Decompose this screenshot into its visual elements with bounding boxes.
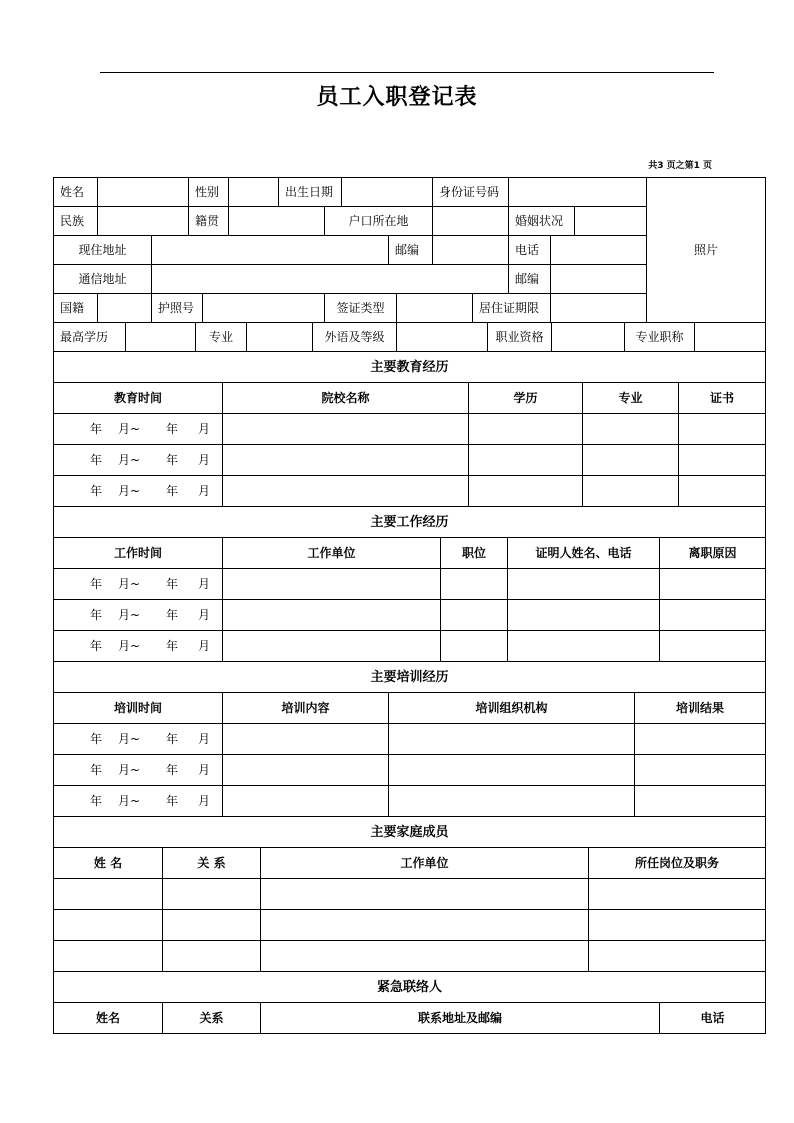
training-row-2-col-3[interactable] [634, 785, 766, 817]
date-part: 月~ [118, 763, 141, 777]
date-part: 年 [90, 639, 103, 653]
education-row-0-col-2[interactable] [468, 413, 583, 445]
input-hukou[interactable] [432, 206, 509, 236]
education-row-2-col-2[interactable] [468, 475, 583, 507]
label-language: 外语及等级 [312, 322, 397, 352]
label-birth-date: 出生日期 [278, 177, 342, 207]
training-row-1-col-3[interactable] [634, 754, 766, 786]
date-part: 月~ [118, 732, 141, 746]
input-language[interactable] [396, 322, 488, 352]
emergency-header-0: 姓名 [53, 1002, 163, 1034]
training-row-1-col-1[interactable] [222, 754, 389, 786]
input-nationality[interactable] [97, 293, 152, 323]
label-nationality: 国籍 [53, 293, 98, 323]
training-row-1-col-2[interactable] [388, 754, 635, 786]
date-part: 年 [166, 484, 179, 498]
family-row-2-col-3[interactable] [588, 940, 766, 972]
date-part: 月~ [118, 453, 141, 467]
label-passport: 护照号 [151, 293, 203, 323]
education-row-0-col-1[interactable] [222, 413, 469, 445]
label-gender: 性别 [188, 177, 229, 207]
label-phone: 电话 [508, 235, 551, 265]
label-native-place: 籍贯 [188, 206, 229, 236]
label-id-number: 身份证号码 [432, 177, 509, 207]
work-row-2-col-2[interactable] [440, 630, 508, 662]
input-mail-address[interactable] [151, 264, 509, 294]
work-row-2-col-3[interactable] [507, 630, 660, 662]
education-row-0-date[interactable] [53, 413, 223, 445]
label-mail-address: 通信地址 [53, 264, 152, 294]
form-title: 员工入职登记表 [316, 84, 478, 110]
family-header-1: 关 系 [162, 847, 261, 879]
education-row-1-col-1[interactable] [222, 444, 469, 476]
input-title-rank[interactable] [694, 322, 766, 352]
top-rule [100, 72, 714, 73]
label-postcode: 邮编 [388, 235, 433, 265]
family-row-2-col-2[interactable] [260, 940, 589, 972]
label-ethnicity: 民族 [53, 206, 98, 236]
family-heading: 主要家庭成员 [53, 816, 766, 848]
date-part: 月~ [118, 422, 141, 436]
date-part: 月 [198, 794, 211, 808]
page-info: 共3 页之第1 页 [648, 161, 712, 171]
date-part: 年 [166, 732, 179, 746]
family-row-1-col-1[interactable] [162, 909, 261, 941]
work-header-4: 离职原因 [659, 537, 766, 569]
input-residence-permit[interactable] [550, 293, 647, 323]
date-part: 年 [90, 608, 103, 622]
date-part: 年 [90, 577, 103, 591]
work-header-0: 工作时间 [53, 537, 223, 569]
education-row-1-date[interactable] [53, 444, 223, 476]
work-row-0-col-1[interactable] [222, 568, 441, 600]
date-part: 年 [90, 422, 103, 436]
work-row-1-col-3[interactable] [507, 599, 660, 631]
input-visa-type[interactable] [396, 293, 473, 323]
family-row-0-col-3[interactable] [588, 878, 766, 910]
label-title-rank: 专业职称 [624, 322, 695, 352]
work-header-3: 证明人姓名、电话 [507, 537, 660, 569]
date-part: 月 [198, 639, 211, 653]
date-part: 年 [90, 794, 103, 808]
family-header-0: 姓 名 [53, 847, 163, 879]
work-row-0-col-3[interactable] [507, 568, 660, 600]
date-part: 月 [198, 422, 211, 436]
photo-box[interactable]: 照片 [646, 177, 766, 323]
work-row-1-col-4[interactable] [659, 599, 766, 631]
label-name: 姓名 [53, 177, 98, 207]
family-row-0-col-2[interactable] [260, 878, 589, 910]
training-row-1-date[interactable] [53, 754, 223, 786]
label-residence-permit: 居住证期限 [472, 293, 551, 323]
training-header-1: 培训内容 [222, 692, 389, 724]
label-qualification: 职业资格 [487, 322, 552, 352]
input-native-place[interactable] [228, 206, 325, 236]
date-part: 月~ [118, 639, 141, 653]
label-postcode-2: 邮编 [508, 264, 551, 294]
date-part: 年 [166, 763, 179, 777]
work-row-1-date[interactable] [53, 599, 223, 631]
date-part: 年 [166, 453, 179, 467]
work-row-0-col-4[interactable] [659, 568, 766, 600]
emergency-header-2: 联系地址及邮编 [260, 1002, 660, 1034]
work-row-0-date[interactable] [53, 568, 223, 600]
family-row-1-col-3[interactable] [588, 909, 766, 941]
input-ethnicity[interactable] [97, 206, 189, 236]
education-row-0-col-3[interactable] [582, 413, 679, 445]
training-header-0: 培训时间 [53, 692, 223, 724]
date-part: 年 [90, 763, 103, 777]
training-row-2-col-1[interactable] [222, 785, 389, 817]
education-row-2-col-4[interactable] [678, 475, 766, 507]
date-part: 年 [90, 484, 103, 498]
training-header-2: 培训组织机构 [388, 692, 635, 724]
family-row-1-col-0[interactable] [53, 909, 163, 941]
work-row-2-date[interactable] [53, 630, 223, 662]
education-header-3: 专业 [582, 382, 679, 414]
family-header-3: 所任岗位及职务 [588, 847, 766, 879]
label-major: 专业 [195, 322, 247, 352]
label-current-address: 现住地址 [53, 235, 152, 265]
training-heading: 主要培训经历 [53, 661, 766, 693]
work-row-2-col-4[interactable] [659, 630, 766, 662]
family-header-2: 工作单位 [260, 847, 589, 879]
education-header-1: 院校名称 [222, 382, 469, 414]
work-header-2: 职位 [440, 537, 508, 569]
input-postcode[interactable] [432, 235, 509, 265]
label-visa-type: 签证类型 [324, 293, 397, 323]
input-major[interactable] [246, 322, 313, 352]
family-row-2-col-1[interactable] [162, 940, 261, 972]
family-row-2-col-0[interactable] [53, 940, 163, 972]
input-education-level[interactable] [125, 322, 196, 352]
emergency-header-1: 关系 [162, 1002, 261, 1034]
education-row-1-col-3[interactable] [582, 444, 679, 476]
label-education-level: 最高学历 [53, 322, 126, 352]
date-part: 年 [166, 608, 179, 622]
family-row-1-col-2[interactable] [260, 909, 589, 941]
training-header-3: 培训结果 [634, 692, 766, 724]
education-row-0-col-4[interactable] [678, 413, 766, 445]
date-part: 月 [198, 732, 211, 746]
emergency-heading: 紧急联络人 [53, 971, 766, 1003]
date-part: 年 [166, 639, 179, 653]
education-header-4: 证书 [678, 382, 766, 414]
work-row-1-col-1[interactable] [222, 599, 441, 631]
education-header-2: 学历 [468, 382, 583, 414]
date-part: 月 [198, 608, 211, 622]
input-id-number[interactable] [508, 177, 647, 207]
training-row-2-date[interactable] [53, 785, 223, 817]
training-row-0-col-3[interactable] [634, 723, 766, 755]
training-row-0-date[interactable] [53, 723, 223, 755]
date-part: 月 [198, 763, 211, 777]
education-row-2-col-3[interactable] [582, 475, 679, 507]
work-heading: 主要工作经历 [53, 506, 766, 538]
work-header-1: 工作单位 [222, 537, 441, 569]
input-phone[interactable] [550, 235, 647, 265]
education-row-2-col-1[interactable] [222, 475, 469, 507]
date-part: 年 [166, 577, 179, 591]
emergency-header-3: 电话 [659, 1002, 766, 1034]
input-name[interactable] [97, 177, 189, 207]
input-marital[interactable] [574, 206, 647, 236]
date-part: 月~ [118, 794, 141, 808]
input-gender[interactable] [228, 177, 279, 207]
training-row-0-col-1[interactable] [222, 723, 389, 755]
family-row-0-col-1[interactable] [162, 878, 261, 910]
date-part: 月 [198, 577, 211, 591]
education-row-1-col-2[interactable] [468, 444, 583, 476]
work-row-0-col-2[interactable] [440, 568, 508, 600]
education-heading: 主要教育经历 [53, 351, 766, 383]
date-part: 月~ [118, 484, 141, 498]
input-passport[interactable] [202, 293, 325, 323]
date-part: 月~ [118, 577, 141, 591]
label-hukou: 户口所在地 [324, 206, 433, 236]
education-row-1-col-4[interactable] [678, 444, 766, 476]
date-part: 月~ [118, 608, 141, 622]
date-part: 月 [198, 453, 211, 467]
work-row-1-col-2[interactable] [440, 599, 508, 631]
date-part: 月 [198, 484, 211, 498]
work-row-2-col-1[interactable] [222, 630, 441, 662]
education-row-2-date[interactable] [53, 475, 223, 507]
input-postcode-2[interactable] [550, 264, 647, 294]
date-part: 年 [90, 732, 103, 746]
input-qualification[interactable] [551, 322, 625, 352]
date-part: 年 [90, 453, 103, 467]
date-part: 年 [166, 794, 179, 808]
training-row-0-col-2[interactable] [388, 723, 635, 755]
input-current-address[interactable] [151, 235, 389, 265]
training-row-2-col-2[interactable] [388, 785, 635, 817]
input-birth-date[interactable] [341, 177, 433, 207]
education-header-0: 教育时间 [53, 382, 223, 414]
label-marital: 婚姻状况 [508, 206, 575, 236]
date-part: 年 [166, 422, 179, 436]
family-row-0-col-0[interactable] [53, 878, 163, 910]
